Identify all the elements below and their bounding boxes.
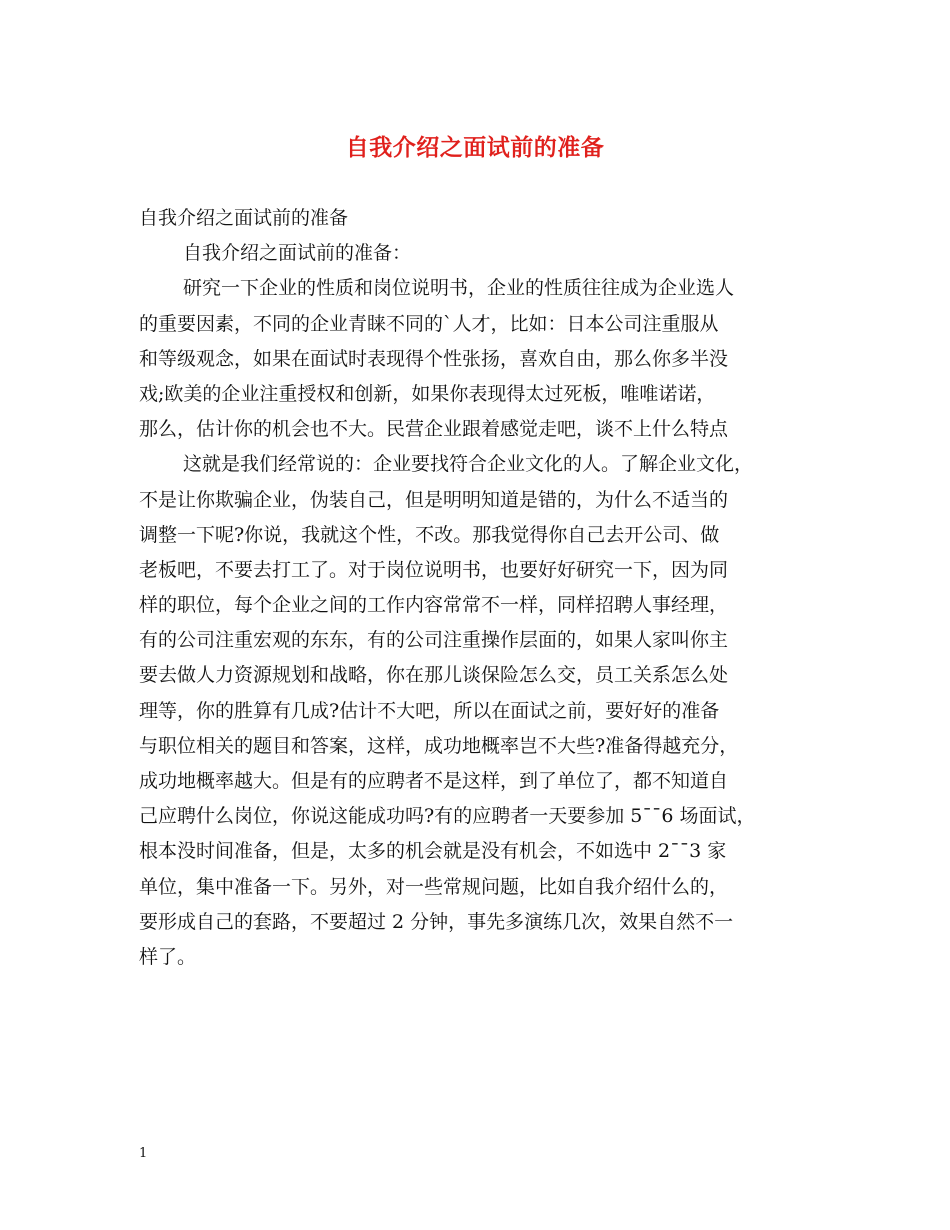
body-line: 自我介绍之面试前的准备 bbox=[139, 207, 349, 229]
body-line: 老板吧，不要去打工了。对于岗位说明书，也要好好研究一下，因为同 bbox=[139, 558, 729, 581]
body-line: 样了。 bbox=[139, 945, 197, 968]
body-line: 根本没时间准备，但是，太多的机会就是没有机会，不如选中 2¯¯3 家 bbox=[139, 840, 727, 863]
document-title: 自我介绍之面试前的准备 bbox=[345, 134, 605, 161]
body-line: 己应聘什么岗位，你说这能成功吗?有的应聘者一天要参加 5¯¯6 场面试， bbox=[139, 805, 756, 828]
body-line: 单位，集中准备一下。另外，对一些常规问题，比如自我介绍什么的， bbox=[139, 875, 729, 898]
body-line: 与职位相关的题目和答案，这样，成功地概率岂不大些?准备得越充分， bbox=[139, 734, 739, 757]
body-line: 戏;欧美的企业注重授权和创新，如果你表现得太过死板，唯唯诺诺， bbox=[139, 382, 716, 405]
body-line: 调整一下呢?你说，我就这个性，不改。那我觉得你自己去开公司、做 bbox=[139, 523, 720, 546]
page-number: 1 bbox=[139, 1146, 148, 1161]
body-line: 自我介绍之面试前的准备： bbox=[183, 242, 412, 265]
body-line: 要形成自己的套路，不要超过 2 分钟，事先多演练几次，效果自然不一 bbox=[139, 910, 734, 933]
body-line: 成功地概率越大。但是有的应聘者不是这样，到了单位了，都不知道自 bbox=[139, 770, 729, 792]
body-line: 那么，估计你的机会也不大。民营企业跟着感觉走吧，谈不上什么特点 bbox=[139, 418, 729, 441]
body-line: 要去做人力资源规划和战略，你在那儿谈保险怎么交，员工关系怎么处 bbox=[139, 664, 729, 687]
body-line: 不是让你欺骗企业，伪装自己，但是明明知道是错的，为什么不适当的 bbox=[139, 488, 729, 511]
body-line: 有的公司注重宏观的东东，有的公司注重操作层面的，如果人家叫你主 bbox=[139, 629, 729, 652]
body-line: 和等级观念，如果在面试时表现得个性张扬，喜欢自由，那么你多半没 bbox=[139, 347, 729, 370]
body-line: 理等，你的胜算有几成?估计不大吧，所以在面试之前，要好好的准备 bbox=[139, 699, 720, 722]
body-line: 这就是我们经常说的：企业要找符合企业文化的人。了解企业文化， bbox=[183, 453, 754, 476]
body-line: 的重要因素，不同的企业青睐不同的`人才，比如：日本公司注重服从 bbox=[139, 312, 719, 335]
body-line: 样的职位，每个企业之间的工作内容常常不一样，同样招聘人事经理， bbox=[139, 594, 729, 617]
document-body bbox=[139, 201, 829, 975]
body-line: 研究一下企业的性质和岗位说明书，企业的性质往往成为企业选人 bbox=[183, 277, 735, 300]
